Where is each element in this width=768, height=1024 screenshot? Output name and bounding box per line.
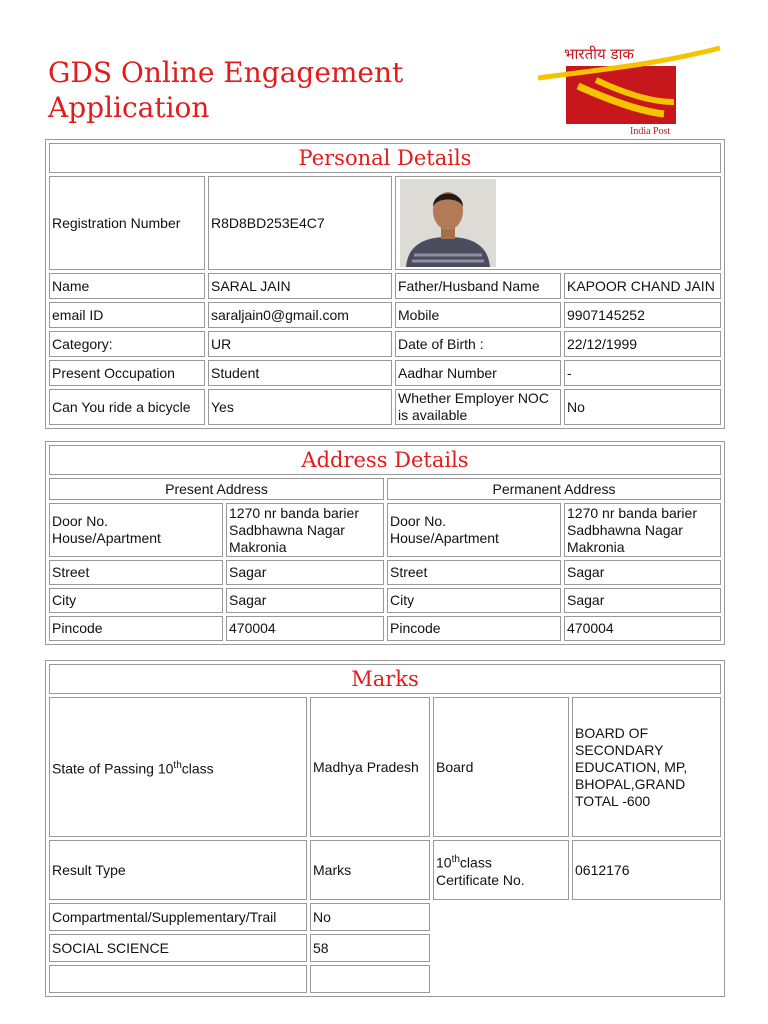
result-type-label: Result Type — [49, 840, 307, 900]
permanent-pincode-label: Pincode — [387, 616, 561, 641]
state-of-passing-label — [49, 697, 307, 837]
present-pincode-label: Pincode — [49, 616, 223, 641]
permanent-city-label: City — [387, 588, 561, 613]
present-city-value: Sagar — [226, 588, 384, 613]
certificate-label — [433, 840, 569, 900]
state-of-passing-value: Madhya Pradesh — [310, 697, 430, 837]
permanent-street-label: Street — [387, 560, 561, 585]
permanent-street-value: Sagar — [564, 560, 721, 585]
cert-label-pre: 10 — [436, 854, 452, 871]
father-name-value: KAPOOR CHAND JAIN — [564, 273, 721, 299]
aadhar-value: - — [564, 360, 721, 386]
subject-label: SOCIAL SCIENCE — [49, 934, 307, 962]
permanent-address-header: Permanent Address — [387, 478, 721, 500]
mobile-value: 9907145252 — [564, 302, 721, 328]
present-street-value: Sagar — [226, 560, 384, 585]
next-subject-label — [49, 965, 307, 993]
applicant-photo — [400, 179, 496, 267]
noc-label: Whether Employer NOC is available — [395, 389, 561, 425]
noc-value: No — [564, 389, 721, 425]
bicycle-label: Can You ride a bicycle — [49, 389, 205, 425]
compartment-value: No — [310, 903, 430, 931]
marks-table — [45, 660, 725, 997]
father-name-label: Father/Husband Name — [395, 273, 561, 299]
page-title-line2: Application — [48, 91, 210, 124]
compartment-label: Compartmental/Supplementary/Trail — [49, 903, 307, 931]
page-title — [48, 55, 403, 125]
state-label-pre: State of Passing 10 — [52, 760, 174, 777]
cert-label-post: Certificate No. — [436, 871, 525, 888]
page-title-line1: GDS Online Engagement — [48, 56, 404, 89]
state-label-post: class — [181, 760, 214, 777]
address-details-heading: Address Details — [49, 445, 721, 475]
name-label: Name — [49, 273, 205, 299]
present-address-header: Present Address — [49, 478, 384, 500]
bicycle-value: Yes — [208, 389, 392, 425]
present-city-label: City — [49, 588, 223, 613]
permanent-city-value: Sagar — [564, 588, 721, 613]
address-details-table — [45, 441, 725, 645]
logo-hindi-text: भारतीय डाक — [564, 45, 634, 63]
marks-heading: Marks — [49, 664, 721, 694]
photo-cell — [395, 176, 721, 270]
email-label: email ID — [49, 302, 205, 328]
person-photo-icon — [400, 179, 496, 267]
category-label: Category: — [49, 331, 205, 357]
present-door-value: 1270 nr banda barier Sadbhawna Nagar Makronia — [226, 503, 384, 557]
dob-label: Date of Birth : — [395, 331, 561, 357]
certificate-value: 0612176 — [572, 840, 721, 900]
personal-details-heading: Personal Details — [49, 143, 721, 173]
subject-value: 58 — [310, 934, 430, 962]
occupation-label: Present Occupation — [49, 360, 205, 386]
india-post-logo — [538, 44, 724, 140]
permanent-door-value: 1270 nr banda barier Sadbhawna Nagar Makronia — [564, 503, 721, 557]
permanent-pincode-value: 470004 — [564, 616, 721, 641]
registration-value: R8D8BD253E4C7 — [208, 176, 392, 270]
present-door-label: Door No. House/Apartment — [49, 503, 223, 557]
cert-label-class: class — [459, 854, 492, 871]
permanent-door-label: Door No. House/Apartment — [387, 503, 561, 557]
present-pincode-value: 470004 — [226, 616, 384, 641]
next-subject-value — [310, 965, 430, 993]
name-value: SARAL JAIN — [208, 273, 392, 299]
mobile-label: Mobile — [395, 302, 561, 328]
state-label-th: th — [173, 759, 182, 771]
board-label: Board — [433, 697, 569, 837]
email-value: saraljain0@gmail.com — [208, 302, 392, 328]
personal-details-table — [45, 139, 725, 429]
aadhar-label: Aadhar Number — [395, 360, 561, 386]
occupation-value: Student — [208, 360, 392, 386]
board-value: BOARD OF SECONDARY EDUCATION, MP, BHOPAL,GRAND TOTAL -600 — [572, 697, 721, 837]
logo-english-text: India Post — [630, 126, 671, 137]
cert-label-th: th — [451, 854, 460, 866]
dob-value: 22/12/1999 — [564, 331, 721, 357]
result-type-value: Marks — [310, 840, 430, 900]
registration-label: Registration Number — [49, 176, 205, 270]
category-value: UR — [208, 331, 392, 357]
present-street-label: Street — [49, 560, 223, 585]
